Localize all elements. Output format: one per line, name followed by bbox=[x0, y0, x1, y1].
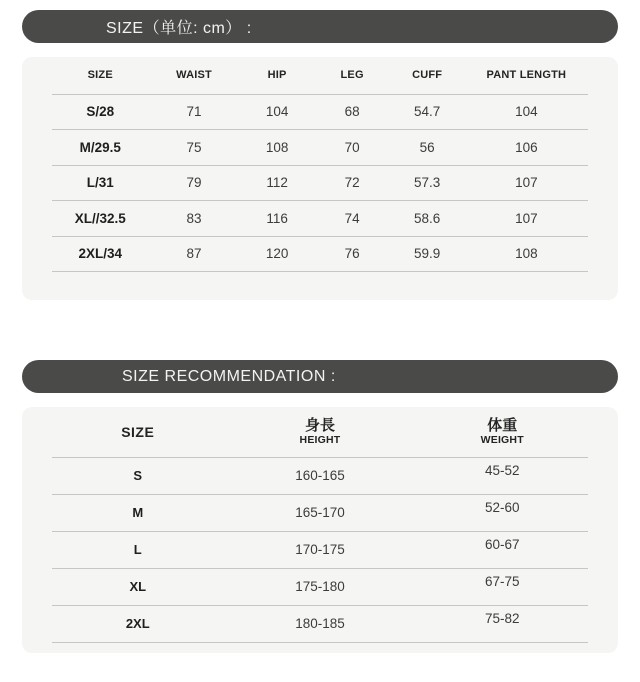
measurement-value-cell: 56 bbox=[390, 130, 465, 166]
size-label-cell: 2XL bbox=[52, 605, 224, 642]
measurement-value-cell: 112 bbox=[240, 165, 315, 201]
measurement-value-cell: 107 bbox=[465, 201, 588, 237]
size-label-cell: S bbox=[52, 457, 224, 494]
recommendation-banner bbox=[22, 360, 618, 393]
measurement-value-cell: 107 bbox=[465, 165, 588, 201]
size-banner-label: SIZE（单位: cm） : bbox=[106, 20, 252, 37]
measurement-value-cell: 74 bbox=[315, 201, 390, 237]
weight-value-text: 67-75 bbox=[484, 574, 520, 589]
size-label-cell: M/29.5 bbox=[52, 130, 148, 166]
weight-value-text: 60-67 bbox=[484, 537, 520, 552]
size-table-row bbox=[52, 201, 588, 237]
measurement-value-cell: 104 bbox=[240, 94, 315, 130]
measurement-value-cell: 68 bbox=[315, 94, 390, 130]
weight-en-label: WEIGHT bbox=[480, 434, 524, 447]
height-value-cell: 160-165 bbox=[224, 457, 417, 494]
height-value-cell: 180-185 bbox=[224, 605, 417, 642]
weight-value-cell bbox=[416, 605, 588, 642]
size-table-header-cell: SIZE bbox=[52, 57, 148, 94]
measurement-value-cell: 106 bbox=[465, 130, 588, 166]
measurement-value-cell: 79 bbox=[148, 165, 239, 201]
size-table-header-cell: LEG bbox=[315, 57, 390, 94]
recommendation-table-body bbox=[52, 457, 588, 642]
recommendation-banner-label: SIZE RECOMMENDATION : bbox=[122, 367, 336, 385]
weight-value-text: 75-82 bbox=[484, 611, 520, 626]
size-table-header-cell: PANT LENGTH bbox=[465, 57, 588, 94]
measurement-value-cell: 83 bbox=[148, 201, 239, 237]
measurement-value-cell: 108 bbox=[465, 236, 588, 272]
size-table-row bbox=[52, 130, 588, 166]
size-table-row bbox=[52, 236, 588, 272]
weight-value-text: 52-60 bbox=[484, 500, 520, 515]
size-label-cell: XL bbox=[52, 568, 224, 605]
height-value-cell: 175-180 bbox=[224, 568, 417, 605]
measurement-value-cell: 57.3 bbox=[390, 165, 465, 201]
size-table-body bbox=[52, 94, 588, 272]
height-value-cell: 165-170 bbox=[224, 494, 417, 531]
recommendation-header-weight bbox=[416, 407, 588, 457]
measurement-value-cell: 76 bbox=[315, 236, 390, 272]
size-table-row bbox=[52, 94, 588, 130]
measurement-value-cell: 72 bbox=[315, 165, 390, 201]
measurement-value-cell: 116 bbox=[240, 201, 315, 237]
measurement-value-cell: 104 bbox=[465, 94, 588, 130]
size-label-cell: S/28 bbox=[52, 94, 148, 130]
recommendation-table-row bbox=[52, 568, 588, 605]
height-cn-label: 身長 bbox=[304, 417, 335, 435]
measurement-value-cell: 58.6 bbox=[390, 201, 465, 237]
recommendation-header-row bbox=[52, 407, 588, 457]
height-value-cell: 170-175 bbox=[224, 531, 417, 568]
measurement-value-cell: 87 bbox=[148, 236, 239, 272]
size-label-cell: L bbox=[52, 531, 224, 568]
recommendation-table-row bbox=[52, 457, 588, 494]
size-label-cell: XL//32.5 bbox=[52, 201, 148, 237]
weight-value-text: 45-52 bbox=[484, 463, 520, 478]
weight-value-cell bbox=[416, 457, 588, 494]
recommendation-table-card bbox=[22, 407, 618, 653]
recommendation-table-row bbox=[52, 605, 588, 642]
recommendation-header-height bbox=[224, 407, 417, 457]
measurement-value-cell: 59.9 bbox=[390, 236, 465, 272]
weight-value-cell bbox=[416, 531, 588, 568]
weight-value-cell bbox=[416, 568, 588, 605]
recommendation-header-size: SIZE bbox=[52, 407, 224, 457]
weight-cn-label: 体重 bbox=[487, 417, 518, 435]
size-table-header-row bbox=[52, 57, 588, 94]
measurement-value-cell: 70 bbox=[315, 130, 390, 166]
size-table-header-cell: CUFF bbox=[390, 57, 465, 94]
size-banner bbox=[22, 10, 618, 43]
measurement-value-cell: 75 bbox=[148, 130, 239, 166]
size-table-header-cell: WAIST bbox=[148, 57, 239, 94]
size-table-row bbox=[52, 165, 588, 201]
recommendation-table-row bbox=[52, 494, 588, 531]
measurement-value-cell: 71 bbox=[148, 94, 239, 130]
size-label-cell: M bbox=[52, 494, 224, 531]
size-table-card bbox=[22, 57, 618, 300]
measurement-value-cell: 108 bbox=[240, 130, 315, 166]
recommendation-table-row bbox=[52, 531, 588, 568]
size-table bbox=[52, 57, 588, 272]
recommendation-table bbox=[52, 407, 588, 643]
measurement-value-cell: 120 bbox=[240, 236, 315, 272]
size-label-cell: 2XL/34 bbox=[52, 236, 148, 272]
measurement-value-cell: 54.7 bbox=[390, 94, 465, 130]
size-table-header-cell: HIP bbox=[240, 57, 315, 94]
weight-value-cell bbox=[416, 494, 588, 531]
size-label-cell: L/31 bbox=[52, 165, 148, 201]
height-en-label: HEIGHT bbox=[299, 434, 341, 447]
